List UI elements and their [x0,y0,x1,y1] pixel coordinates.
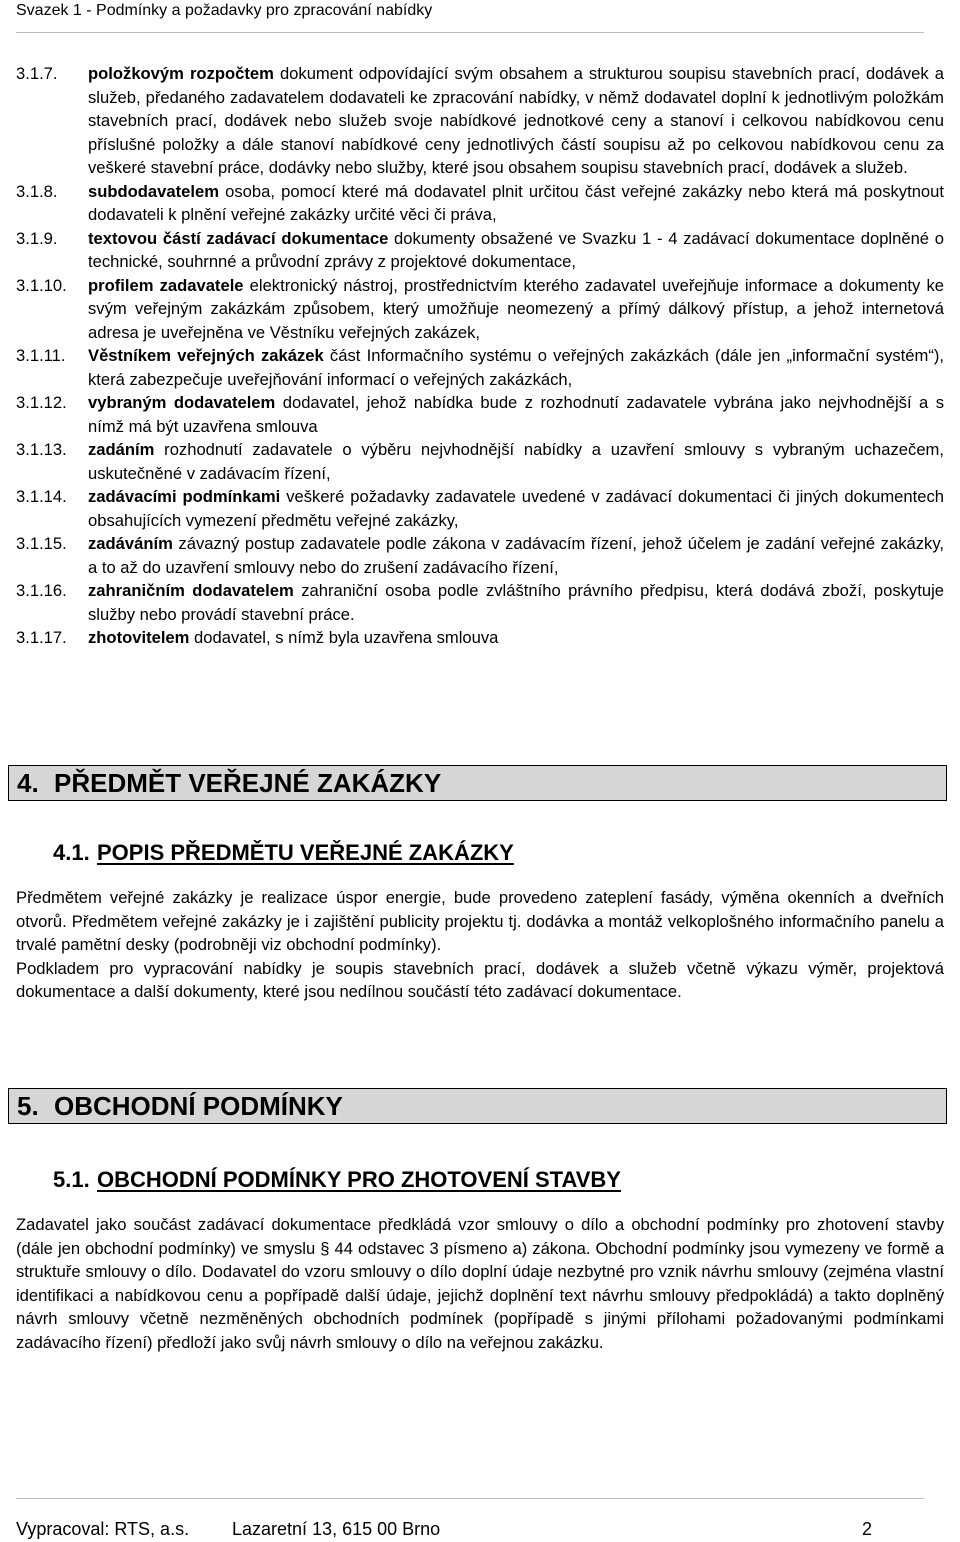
section-heading-5 [8,1088,947,1124]
definition-body [88,391,944,438]
section-number: 5. [17,1091,39,1121]
footer-address: Lazaretní 13, 615 00 Brno [232,1519,441,1539]
definition-item [16,62,944,180]
subsection-title: POPIS PŘEDMĚTU VEŘEJNÉ ZAKÁZKY [97,840,514,865]
definition-number: 3.1.15. [16,534,67,553]
subsection-number: 5.1. [53,1167,90,1192]
definition-item [16,626,944,650]
definition-text: dodavatel, s nímž byla uzavřena smlouva [189,628,499,647]
definition-number: 3.1.16. [16,581,67,600]
definition-item [16,274,944,345]
definition-term: položkovým rozpočtem [88,64,274,83]
definition-term: vybraným dodavatelem [88,393,276,412]
definition-term: zadáním [88,440,155,459]
definition-text: závazný postup zadavatele podle zákona v zadávacím řízení, jehož účelem je zadání veřejné zakázky, a to až do uzavření smlouvy nebo do zrušení zadávacího řízení, [88,534,944,577]
paragraph: Podkladem pro vypracování nabídky je soupis stavebních prací, dodávek a služeb včetně výkazu výměr, projektová dokumentace a další dokumenty, které jsou nedílnou součástí této zadávací dokumentace. [16,958,944,1001]
definition-item [16,344,944,391]
footer-author: Vypracoval: RTS, a.s. [16,1519,190,1539]
definition-text: osoba, pomocí které má dodavatel plnit určitou část veřejné zakázky nebo která má poskytnout dodavateli k plnění veřejné zakázky určité věci či práva, [88,181,944,224]
section-title: OBCHODNÍ PODMÍNKY [54,1091,343,1121]
definition-text: veškeré požadavky zadavatele uvedené v zadávací dokumentaci či jiných dokumentech obsahujících vymezení předmětu veřejné zakázky, [88,487,944,530]
definition-text: zahraniční osoba podle zvláštního právního předpisu, která dodává zboží, poskytuje služby nebo provádí stavební práce. [88,581,944,624]
definition-body [88,485,944,532]
definition-body [88,180,944,227]
subsection-number: 4.1. [53,840,90,865]
definition-body [88,274,944,345]
section-heading-4 [8,765,947,801]
definition-text: dodavatel, jehož nabídka bude z rozhodnutí zadavatele vybrána jako nejvhodnější a s nímž má být uzavřena smlouva [88,393,945,436]
section-title: PŘEDMĚT VEŘEJNÉ ZAKÁZKY [54,768,442,798]
definition-term: profilem zadavatele [88,275,244,295]
definition-item [16,180,944,227]
definition-number: 3.1.10. [16,275,67,295]
section-number: 4. [17,768,39,798]
definition-term: textovou částí zadávací dokumentace [88,228,389,248]
definition-text: elektronický nástroj, prostřednictvím kterého zadavatel uveřejňuje informace a dokumenty ke svým veřejným zakázkám způsobem, který umožňuje neomezený a přímý dálkový přístup, a jehož internetová adresa je uveřejněna ve Věstníku veřejných zakázek, [88,275,944,342]
page-number: 2 [861,1519,872,1539]
definition-text: dokument odpovídající svým obsahem a strukturou soupisu stavebních prací, dodávek a služeb, předaného zadavatelem dodavateli ke zpracování nabídky, v němž dodavatel doplní k jednotlivým položkám stavebních prací, dodávek nebo služeb svoje nabídkové jednotkové ceny a stanoví i celkovou nabídkovou cenu příslušné položky a dále stanoví nabídkové ceny jednotlivých částí soupisu až po celkovou nabídkovou cenu za veškeré stavební práce, dodávky nebo služby, které jsou obsahem soupisu stavebních prací, dodávek a služeb. [88,64,944,177]
definition-number: 3.1.8. [16,181,58,201]
definition-number: 3.1.9. [16,228,58,248]
subsection-heading-5-1 [53,1167,621,1193]
definition-number: 3.1.11. [16,346,66,365]
definition-term: zadávacími podmínkami [88,487,281,506]
definition-text: část Informačního systému o veřejných zakázkách (dále jen „informační systém“), která zabezpečuje uveřejňování informací o veřejných zakázkách, [88,346,944,389]
definition-body [88,62,944,180]
definition-term: zhotovitelem [88,628,190,647]
definition-item [16,438,944,485]
subsection-title: OBCHODNÍ PODMÍNKY PRO ZHOTOVENÍ STAVBY [97,1167,621,1192]
document-title: Svazek 1 - Podmínky a požadavky pro zpracování nabídky [16,2,433,19]
definition-number: 3.1.14. [16,487,67,506]
definition-text: dokumenty obsažené ve Svazku 1 - 4 zadávací dokumentace doplněné o technické, souhrnné a průvodní zprávy z projektové dokumentace, [88,228,944,271]
definition-term: subdodavatelem [88,181,219,201]
definition-body [88,626,944,650]
definition-item [16,532,944,579]
page-header [16,0,924,33]
definition-body [88,579,944,626]
section-5-text [16,1213,944,1354]
definition-number: 3.1.7. [16,64,58,83]
page-footer [16,1498,924,1540]
section-4-text [16,886,944,1004]
definition-term: zadáváním [88,534,173,553]
definition-term: Věstníkem veřejných zakázek [88,346,324,365]
definition-term: zahraničním dodavatelem [88,581,294,600]
definition-item [16,391,944,438]
definition-body [88,532,944,579]
paragraph: Předmětem veřejné zakázky je realizace úspor energie, bude provedeno zateplení fasády, výměna okenních a dveřních otvorů. Předmětem veřejné zakázky je i zajištění publicity projektu tj. dodávka a montáž velkoplošného informačního panelu a trvalé pamětní desky (podrobněji viz obchodní podmínky). [16,888,944,954]
definition-number: 3.1.17. [16,628,67,647]
definition-text: rozhodnutí zadavatele o výběru nejvhodnější nabídky a uzavření smlouvy s vybraným uchazečem, uskutečněné v zadávacím řízení, [88,440,944,483]
definition-number: 3.1.12. [16,393,67,412]
definitions-list [16,62,944,650]
paragraph: Zadavatel jako součást zadávací dokumentace předkládá vzor smlouvy o dílo a obchodní podmínky pro zhotovení stavby (dále jen obchodní podmínky) ve smyslu § 44 odstavec 3 písmeno a) zákona. Obchodní podmínky jsou vymezeny ve formě a struktuře smlouvy o dílo. Dodavatel do vzoru smlouvy o dílo doplní údaje nezbytné pro vznik návrhu smlouvy (zejména vlastní identifikaci a nabídkovou cenu a popřípadě další údaje, jejichž doplnění text návrhu smlouvy předpokládá) a takto doplněný návrh smlouvy včetně nezměněných obchodních podmínek (popřípadě s jinými přílohami požadovanými podmínkami zadávacího řízení) předloží jako svůj návrh smlouvy o dílo na veřejnou zakázku. [16,1215,944,1352]
definition-item [16,579,944,626]
definition-item [16,485,944,532]
definition-body [88,438,944,485]
definition-number: 3.1.13. [16,440,67,459]
subsection-heading-4-1 [53,840,514,866]
definition-body [88,344,944,391]
definition-body [88,227,944,274]
definition-item [16,227,944,274]
